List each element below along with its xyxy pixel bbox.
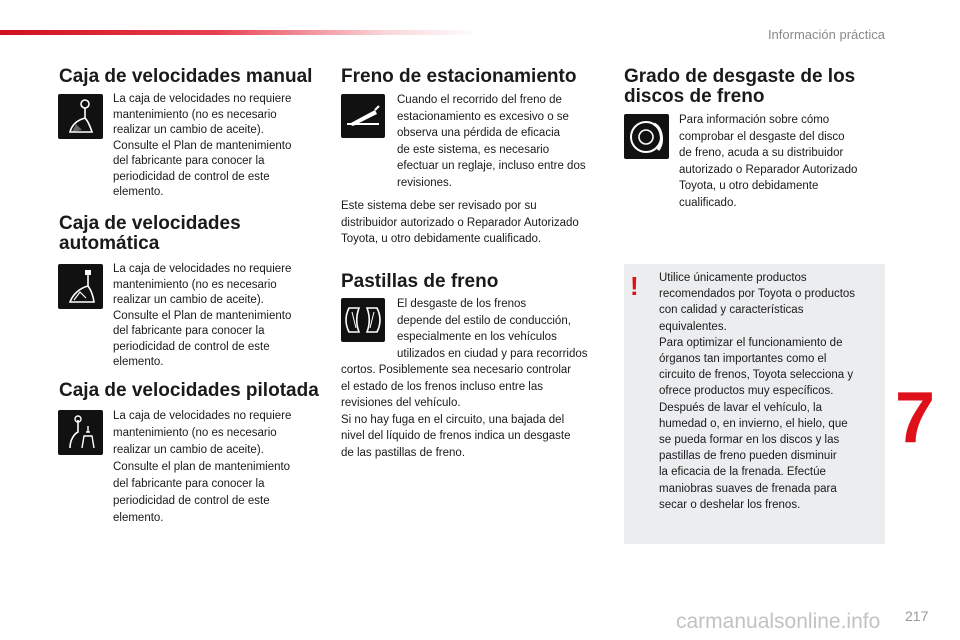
- disc-wear-text: Para información sobre cómo comprobar el desgaste del disco de freno, acuda a su distribuidor autorizado o Reparador Autorizado Toyota, u otro debidamente cualificado.: [679, 114, 858, 209]
- watermark: carmanualsonline.info: [676, 610, 881, 633]
- automatic-gearshift-icon: [58, 264, 103, 309]
- manual-gearshift-icon: [58, 94, 103, 139]
- piloted-gearbox-text: La caja de velocidades no requiere mantenimiento (no es necesario realizar un cambio de aceite). Consulte el plan de mantenimiento del fabricante para conocer la periodicidad de control de este elemento.: [113, 410, 292, 524]
- brake-pads-title: Pastillas de freno: [341, 271, 499, 292]
- brake-pads-icon: [341, 298, 385, 342]
- chapter-number: 7: [895, 378, 936, 458]
- automatic-gearbox-text: La caja de velocidades no requiere mantenimiento (no es necesario realizar un cambio de aceite). Consulte el Plan de mantenimiento del fabricante para conocer la periodicidad de control de este elemento.: [113, 263, 292, 368]
- page-number: 217: [905, 608, 929, 624]
- manual-gearbox-title: Caja de velocidades manual: [59, 66, 313, 87]
- piloted-gearshift-icon: [58, 410, 103, 455]
- automatic-gearbox-title-line2: automática: [59, 233, 160, 254]
- manual-gearbox-text: La caja de velocidades no requiere mantenimiento (no es necesario realizar un cambio de aceite). Consulte el Plan de mantenimiento del fabricante para conocer la periodicidad de control de este elemento.: [113, 93, 292, 198]
- parking-brake-text-2: Este sistema debe ser revisado por su distribuidor autorizado o Reparador Autorizado Toyota, u otro debidamente cualificado.: [341, 200, 579, 245]
- automatic-gearbox-title-line1: Caja de velocidades: [59, 213, 241, 234]
- parking-brake-icon: [341, 94, 385, 138]
- brake-pads-text: El desgaste de los frenos depende del estilo de conducción, especialmente en los vehículos utilizados en ciudad y para recorridos: [397, 298, 588, 360]
- warning-text: Utilice únicamente productos recomendados por Toyota o productos con calidad y características equivalentes. Para optimizar el funcionamiento de órganos tan importantes como el circuito de frenos, Toyota selecciona y ofrece productos muy específicos. Después de lavar el vehículo, la humedad o, en invierno, el hielo, que se pueda formar en los discos y las pastillas de freno pueden disminuir la eficacia de la frenada. Efectúe maniobras suaves de frenada para secar o deshelar los frenos.: [659, 272, 856, 511]
- exclamation-icon: !: [630, 271, 639, 301]
- parking-brake-text: Cuando el recorrido del freno de estacionamiento es excesivo o se observa una pérdida de eficacia de este sistema, es necesario efectuar un reglaje, incluso entre dos revisiones.: [397, 94, 586, 189]
- disc-wear-title-line2: discos de freno: [624, 86, 765, 107]
- disc-wear-title-line1: Grado de desgaste de los: [624, 66, 856, 87]
- brake-disc-icon: [624, 114, 669, 159]
- header-title: Información práctica: [767, 27, 885, 42]
- piloted-gearbox-title: Caja de velocidades pilotada: [59, 380, 319, 401]
- header-accent-bar: [0, 30, 480, 35]
- parking-brake-title: Freno de estacionamiento: [341, 66, 577, 87]
- brake-pads-text-2: cortos. Posiblemente sea necesario controlar el estado de los frenos incluso entre las revisiones del vehículo. Si no hay fuga en el circuito, una bajada del nivel del líquido de frenos indica un desgaste de las pastillas de freno.: [341, 364, 572, 459]
